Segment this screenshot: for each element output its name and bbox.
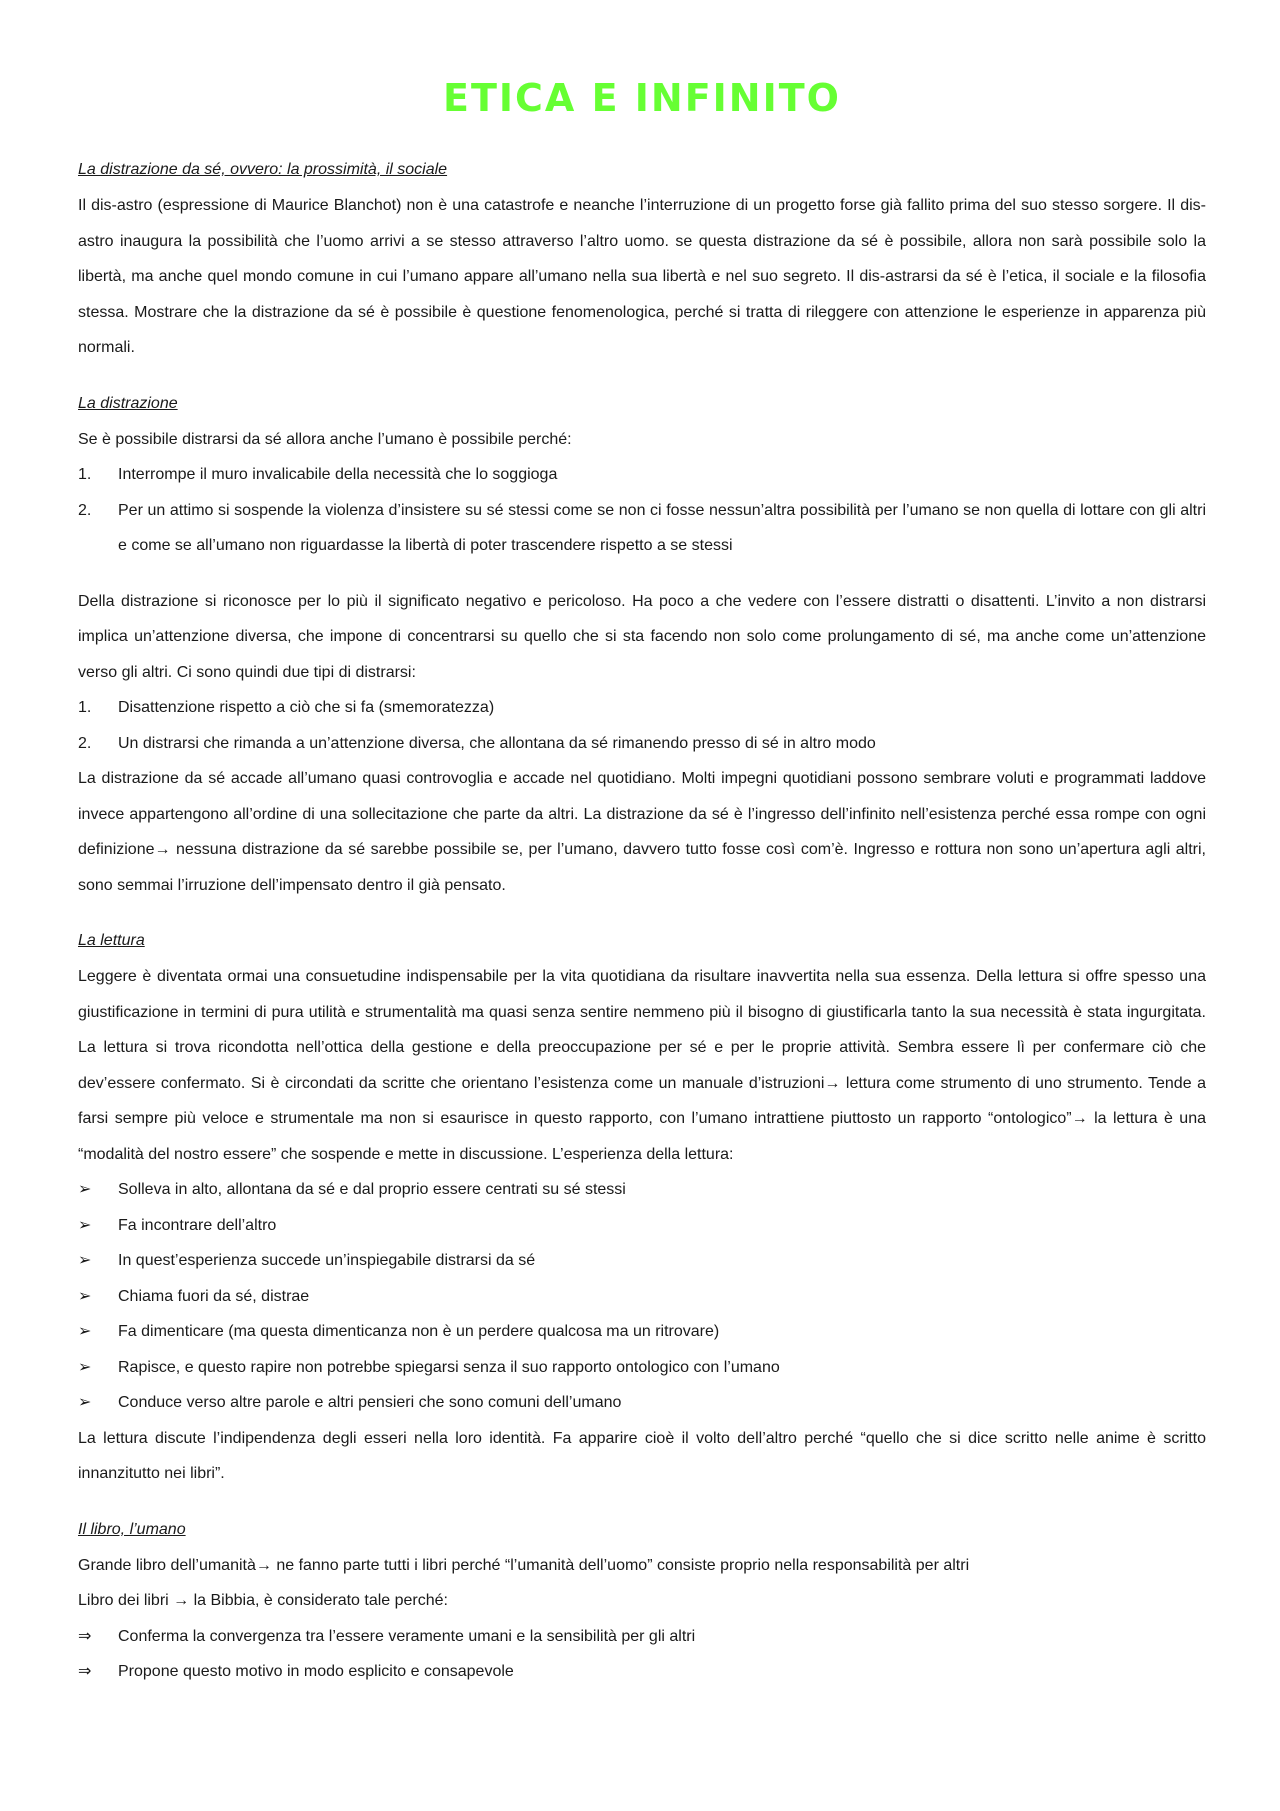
list-item bbox=[78, 1350, 1206, 1386]
list-item-text: Disattenzione rispetto a ciò che si fa (smemoratezza) bbox=[118, 699, 495, 716]
paragraph: La lettura discute l’indipendenza degli esseri nella loro identità. Fa apparire cioè il volto dell’altro perché “quello che si dice scritto nelle anime è scritto innanzitutto nei libri”. bbox=[78, 1429, 1206, 1482]
list-item-text: Rapisce, e questo rapire non potrebbe spiegarsi senza il suo rapporto ontologico con l’umano bbox=[118, 1358, 780, 1376]
list-item bbox=[78, 726, 1206, 762]
section-heading-lettura: La lettura bbox=[78, 932, 145, 949]
arrowhead-bullet-icon: ➢ bbox=[78, 1252, 92, 1269]
document-title: ETICA E INFINITO bbox=[443, 76, 841, 120]
list-number: 1. bbox=[78, 699, 92, 716]
list-item-text: Conduce verso altre parole e altri pensieri che sono comuni dell’umano bbox=[118, 1394, 622, 1411]
arrowhead-bullet-icon: ➢ bbox=[78, 1181, 92, 1198]
section-heading-distrazione: La distrazione bbox=[78, 394, 178, 412]
list-item bbox=[78, 1172, 1206, 1208]
document-page bbox=[78, 70, 1206, 1690]
list-item-text: Chiama fuori da sé, distrae bbox=[118, 1287, 310, 1305]
double-arrow-bullet-icon: ⇒ bbox=[78, 1663, 92, 1680]
list-item-text: In quest’esperienza succede un’inspiegabile distrarsi da sé bbox=[118, 1252, 536, 1269]
list-number: 2. bbox=[78, 501, 92, 519]
section-heading-libro-umano: Il libro, l’umano bbox=[78, 1520, 186, 1538]
paragraph: Leggere è diventata ormai una consuetudine indispensabile per la vita quotidiana da risultare inavvertita nella sua essenza. Della lettura si offre spesso una giustificazione in termini di pura utilità e strumentalità ma quasi senza sentire nemmeno più il bisogno di giustificarla tanto la sua necessità è stata ingurgitata. La lettura si trova ricondotta nell’ottica della gestione e della preoccupazione per sé e per le proprie attività. Sembra essere lì per confermare ciò che dev’essere confermato. Si è circondati da scritte che orientano l’esistenza come un manuale d’istruzioni→ lettura come strumento di uno strumento. Tende a farsi sempre più veloce e strumentale ma non si esaurisce in questo rapporto, con l’umano intrattiene piuttosto un rapporto “ontologico”→ la lettura è una “modalità del nostro essere” che sospende e mette in discussione. L’esperienza della lettura: bbox=[78, 968, 1206, 1163]
list-item bbox=[78, 690, 1206, 726]
arrowhead-bullet-icon: ➢ bbox=[78, 1216, 92, 1234]
list-item bbox=[78, 457, 1206, 493]
paragraph: Il dis-astro (espressione di Maurice Blanchot) non è una catastrofe e neanche l’interruzione di un progetto forse già fallito prima del suo stesso sorgere. Il dis-astro inaugura la possibilità che l’uomo arrivi a se stesso attraverso l’altro uomo. se questa distrazione da sé è possibile, allora non sarà possibile solo la libertà, ma anche quel mondo comune in cui l’umano appare all’umano nella sua libertà e nel suo segreto. Il dis-astrarsi da sé è l’etica, il sociale e la filosofia stessa. Mostrare che la distrazione da sé è possibile è questione fenomenologica, perché si tratta di rileggere con attenzione le esperienze in apparenza più normali. bbox=[78, 197, 1206, 356]
arrowhead-bullet-icon: ➢ bbox=[78, 1323, 92, 1340]
list-item-text: Interrompe il muro invalicabile della necessità che lo soggioga bbox=[118, 466, 558, 483]
list-item bbox=[78, 1279, 1206, 1315]
list-item bbox=[78, 1385, 1206, 1421]
arrowhead-bullet-icon: ➢ bbox=[78, 1287, 92, 1305]
list-item-text: Solleva in alto, allontana da sé e dal proprio essere centrati su sé stessi bbox=[118, 1181, 626, 1198]
list-item-text: Conferma la convergenza tra l’essere veramente umani e la sensibilità per gli altri bbox=[118, 1627, 696, 1645]
paragraph: Grande libro dell’umanità→ ne fanno parte tutti i libri perché “l’umanità dell’uomo” consiste proprio nella responsabilità per altri bbox=[78, 1556, 970, 1574]
list-item bbox=[78, 493, 1206, 564]
bullet-list bbox=[78, 1619, 1206, 1690]
list-item-text: Propone questo motivo in modo esplicito e consapevole bbox=[118, 1663, 514, 1680]
list-item-text: Fa incontrare dell’altro bbox=[118, 1216, 277, 1234]
arrowhead-bullet-icon: ➢ bbox=[78, 1358, 92, 1376]
double-arrow-bullet-icon: ⇒ bbox=[78, 1627, 92, 1645]
list-number: 2. bbox=[78, 734, 92, 752]
list-item bbox=[78, 1654, 1206, 1690]
list-item-text: Per un attimo si sospende la violenza d’insistere su sé stessi come se non ci fosse nessun’altra possibilità per l’umano se non quella di lottare con gli altri e come se all’umano non riguardasse la libertà di poter trascendere rispetto a se stessi bbox=[118, 501, 1206, 554]
list-item-text: Un distrarsi che rimanda a un’attenzione diversa, che allontana da sé rimanendo presso di sé in altro modo bbox=[118, 734, 876, 752]
paragraph: Se è possibile distrarsi da sé allora anche l’umano è possibile perché: bbox=[78, 430, 572, 448]
numbered-list bbox=[78, 457, 1206, 564]
list-item bbox=[78, 1208, 1206, 1244]
section-heading-distrazione-da-se: La distrazione da sé, ovvero: la prossimità, il sociale bbox=[78, 161, 448, 178]
paragraph: Libro dei libri → la Bibbia, è considerato tale perché: bbox=[78, 1592, 448, 1609]
list-item bbox=[78, 1619, 1206, 1655]
arrowhead-bullet-icon: ➢ bbox=[78, 1394, 92, 1411]
list-number: 1. bbox=[78, 466, 92, 483]
paragraph: Della distrazione si riconosce per lo più il significato negativo e pericoloso. Ha poco a che vedere con l’essere distratti o disattenti. L’invito a non distrarsi implica un’attenzione diversa, che impone di concentrarsi su quello che si sta facendo non solo come prolungamento di sé, ma anche come un’attenzione verso gli altri. Ci sono quindi due tipi di distrarsi: bbox=[78, 592, 1206, 681]
list-item bbox=[78, 1243, 1206, 1279]
numbered-list bbox=[78, 690, 1206, 761]
list-item bbox=[78, 1314, 1206, 1350]
list-item-text: Fa dimenticare (ma questa dimenticanza non è un perdere qualcosa ma un ritrovare) bbox=[118, 1323, 720, 1340]
paragraph: La distrazione da sé accade all’umano quasi controvoglia e accade nel quotidiano. Molti impegni quotidiani possono sembrare voluti e programmati laddove invece appartengono all’ordine di una sollecitazione che parte da altri. La distrazione da sé è l’ingresso dell’infinito nell’esistenza perché essa rompe con ogni definizione→ nessuna distrazione da sé sarebbe possibile se, per l’umano, davvero tutto fosse così com’è. Ingresso e rottura non sono un’apertura agli altri, sono semmai l’irruzione dell’impensato dentro il già pensato. bbox=[78, 770, 1206, 894]
bullet-list bbox=[78, 1172, 1206, 1421]
